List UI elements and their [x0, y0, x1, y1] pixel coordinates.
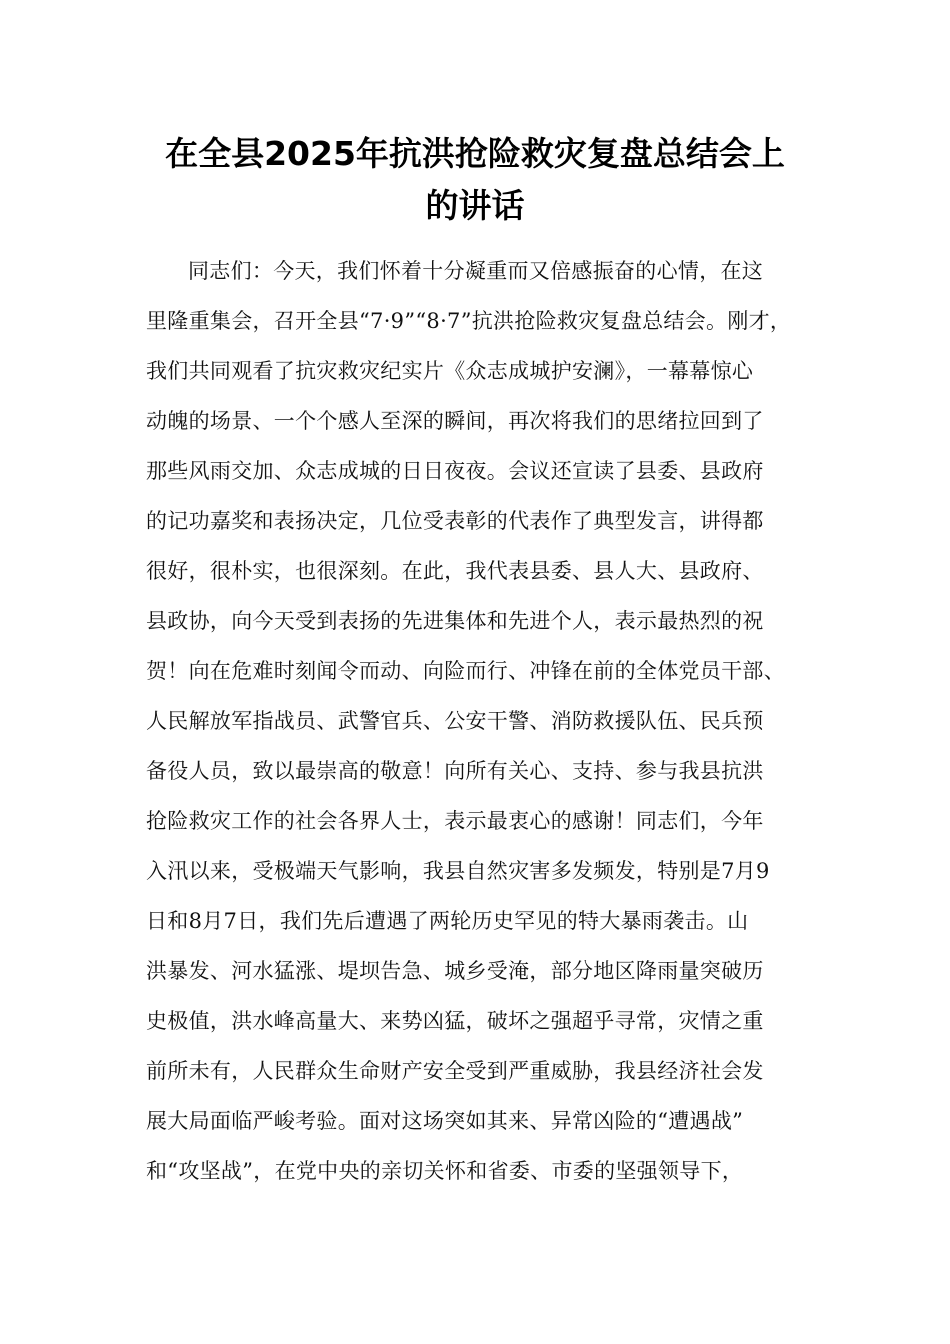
body-line: 展大局面临严峻考验。面对这场突如其来、异常凶险的“遭遇战” [146, 1109, 744, 1133]
body-line: 日和8月7日，我们先后遭遇了两轮历史罕见的特大暴雨袭击。山 [146, 909, 749, 933]
body-line: 那些风雨交加、众志成城的日日夜夜。会议还宣读了县委、县政府 [146, 459, 764, 483]
body-line: 史极值，洪水峰高量大、来势凶猛，破坏之强超乎寻常，灾情之重 [146, 1009, 764, 1033]
document-title-line-1: 在全县2025年抗洪抢险救灾复盘总结会上 [165, 134, 785, 173]
body-line: 入汛以来，受极端天气影响，我县自然灾害多发频发，特别是7月9 [146, 859, 770, 883]
body-line: 洪暴发、河水猛涨、堤坝告急、城乡受淹，部分地区降雨量突破历 [146, 959, 764, 983]
document-title-line-2: 的讲话 [425, 186, 525, 225]
body-line: 同志们：今天，我们怀着十分凝重而又倍感振奋的心情，在这 [188, 259, 764, 283]
body-line: 和“攻坚战”，在党中央的亲切关怀和省委、市委的坚强领导下， [146, 1159, 744, 1183]
body-line: 里隆重集会，召开全县“7·9”“8·7”抗洪抢险救灾复盘总结会。刚才， [146, 309, 792, 333]
body-line: 抢险救灾工作的社会各界人士，表示最衷心的感谢！同志们，今年 [146, 809, 764, 833]
body-line: 前所未有，人民群众生命财产安全受到严重威胁，我县经济社会发 [146, 1059, 764, 1083]
body-line: 动魄的场景、一个个感人至深的瞬间，再次将我们的思绪拉回到了 [146, 409, 764, 433]
body-line: 人民解放军指战员、武警官兵、公安干警、消防救援队伍、民兵预 [146, 709, 764, 733]
body-line: 贺！向在危难时刻闻令而动、向险而行、冲锋在前的全体党员干部、 [146, 659, 785, 683]
body-line: 很好，很朴实，也很深刻。在此，我代表县委、县人大、县政府、 [146, 559, 764, 583]
body-line: 备役人员，致以最崇高的敬意！向所有关心、支持、参与我县抗洪 [146, 759, 764, 783]
body-line: 的记功嘉奖和表扬决定，几位受表彰的代表作了典型发言，讲得都 [146, 509, 764, 533]
body-line: 我们共同观看了抗灾救灾纪实片《众志成城护安澜》，一幕幕惊心 [146, 359, 754, 383]
body-line: 县政协，向今天受到表扬的先进集体和先进个人，表示最热烈的祝 [146, 609, 764, 633]
